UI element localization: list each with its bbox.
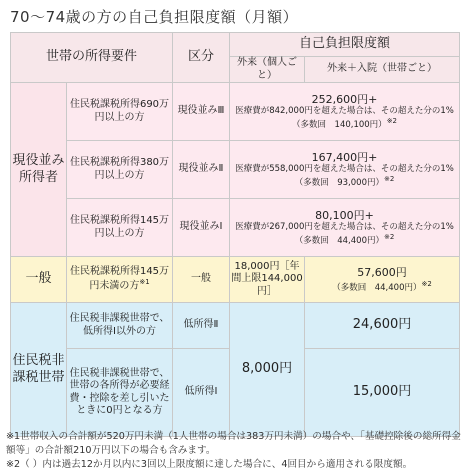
multi-note-ippan: ※2 [421,279,432,288]
amount-genekinami-2: 167,400円+ [311,150,378,164]
multi-note-genekinami-2: ※2 [383,174,395,183]
tier-genekinami-2: 現役並みⅡ [173,141,230,199]
tier-low-1: 低所得Ⅰ [173,349,230,437]
header-category: 区分 [173,33,230,83]
income-ippan [67,257,173,303]
detail-genekinami-3: 医療費が842,000円を超えた場合は、その超えた分の1% [235,106,454,117]
multi-ippan: （多数回 44,400円） [332,282,422,293]
header-outpatient: 外来（個人ごと） [230,57,305,83]
tier-genekinami-3: 現役並みⅢ [173,83,230,141]
income-ippan-note: ※1 [139,278,150,287]
tier-low-2: 低所得Ⅱ [173,303,230,349]
limit-table-wrapper [10,32,459,428]
multi-note-genekinami-3: ※2 [386,116,398,125]
group-ippan: 一般 [11,257,67,303]
footnote-1: ※1世帯収入の合計額が520万円未満（1人世帯の場合は383万円未満）の場合や、「基礎控除後の総所得金額等」の合計額210万円以下の場合も含みます。 [6,431,461,456]
multi-note-genekinami-1: ※2 [383,232,395,241]
outpatient-ippan: 18,000円［年間上限144,000円］ [230,257,305,303]
outpatient-hikazei: 8,000円 [230,303,305,437]
income-low-2: 住民税非課税世帯で、低所得Ⅰ以外の方 [67,303,173,349]
combined-ippan-amount: 57,600円 [357,265,407,279]
income-low-1: 住民税非課税世帯で、世帯の各所得が必要経費・控除を差し引いたときに0円となる方 [67,349,173,437]
header-income: 世帯の所得要件 [11,33,173,83]
tier-genekinami-1: 現役並みⅠ [173,199,230,257]
group-genekinami: 現役並み所得者 [11,83,67,257]
combined-low-2: 24,600円 [305,303,460,349]
limit-genekinami-3 [230,83,460,141]
header-limit: 自己負担限度額 [230,33,460,57]
limit-genekinami-1 [230,199,460,257]
amount-genekinami-3: 252,600円+ [311,92,378,106]
detail-genekinami-1: 医療費が267,000円を超えた場合は、その超えた分の1% [235,222,454,233]
detail-genekinami-2: 医療費が558,000円を超えた場合は、その超えた分の1% [235,164,454,175]
multi-genekinami-3: （多数回 140,100円） [292,119,387,130]
income-genekinami-1: 住民税課税所得145万円以上の方 [67,199,173,257]
header-combined: 外来＋入院（世帯ごと） [305,57,460,83]
tier-ippan: 一般 [173,257,230,303]
multi-genekinami-2: （多数回 93,000円） [294,177,384,188]
page-title: 70〜74歳の方の自己負担限度額（月額） [10,8,299,26]
group-hikazei: 住民税非課税世帯 [11,303,67,437]
income-ippan-text: 住民税課税所得145万円未満の方 [69,265,170,292]
income-genekinami-3: 住民税課税所得690万円以上の方 [67,83,173,141]
income-genekinami-2: 住民税課税所得380万円以上の方 [67,141,173,199]
combined-low-1: 15,000円 [305,349,460,437]
footnotes [6,430,464,472]
limit-genekinami-2 [230,141,460,199]
limit-table [10,32,460,437]
footnote-2: ※2（ ）内は過去12か月以内に3回以上限度額に達した場合に、4回目から適用される限度額。 [6,458,413,470]
multi-genekinami-1: （多数回 44,400円） [294,235,384,246]
amount-genekinami-1: 80,100円+ [315,208,374,222]
combined-ippan [305,257,460,303]
